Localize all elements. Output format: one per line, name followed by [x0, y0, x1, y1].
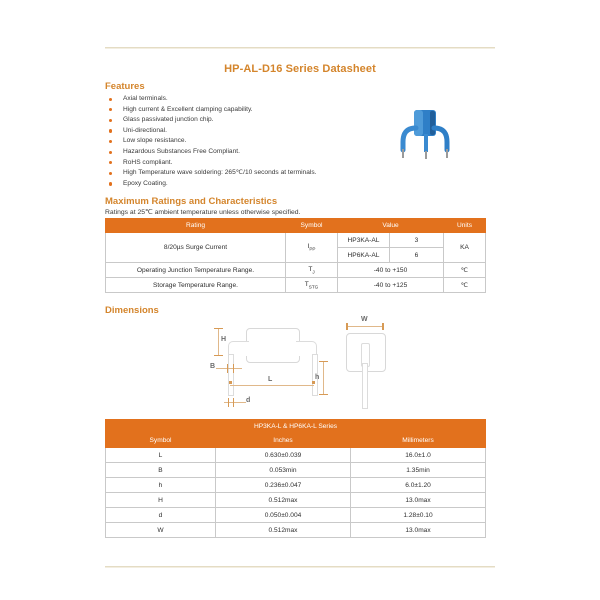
dim-line-B [216, 368, 242, 369]
symbol-subscript: PP [309, 246, 316, 252]
table-row [106, 278, 486, 293]
table-title-row [106, 420, 486, 434]
product-photo-image [380, 104, 472, 166]
table-row [106, 263, 486, 278]
list-item: Glass passivated junction chip. [105, 115, 405, 126]
dimension-inches: 0.630±0.039 [216, 448, 351, 463]
ratings-table [105, 218, 486, 293]
part-value: 3 [390, 233, 444, 248]
table-row [106, 463, 486, 478]
dim-line-W [346, 326, 384, 327]
dim-line-L [230, 385, 314, 386]
part-name: HP6KA-AL [338, 248, 390, 263]
dim-tick [228, 398, 229, 407]
dimension-symbol: B [106, 463, 216, 478]
dimension-millimeters: 6.0±1.20 [351, 478, 486, 493]
dim-tick [229, 381, 232, 384]
column-header-millimeters: Millimeters [351, 434, 486, 448]
rating-value: -40 to +150 [338, 263, 444, 278]
rating-symbol [286, 263, 338, 278]
dim-label-H: H [221, 336, 227, 343]
dim-label-B: B [210, 363, 216, 370]
dimension-symbol: H [106, 493, 216, 508]
dim-label-W: W [361, 316, 368, 323]
dimension-millimeters: 13.0max [351, 493, 486, 508]
column-header-value: Value [338, 219, 444, 233]
product-photo [380, 104, 472, 166]
dimension-inches: 0.512max [216, 493, 351, 508]
dimension-millimeters: 1.28±0.10 [351, 508, 486, 523]
list-item: High current & Excellent clamping capability. [105, 105, 405, 116]
ratings-note: Ratings at 25℃ ambient temperature unless otherwise specified. [105, 209, 301, 216]
list-item: Hazardous Substances Free Compliant. [105, 147, 405, 158]
column-header-inches: Inches [216, 434, 351, 448]
page-title: HP-AL-D16 Series Datasheet [224, 63, 376, 75]
dim-line-h [323, 361, 324, 395]
table-header-row [106, 219, 486, 233]
dimension-symbol: h [106, 478, 216, 493]
mechanical-drawing [210, 315, 400, 411]
dimension-millimeters: 1.35min [351, 463, 486, 478]
list-item: Epoxy Coating. [105, 179, 405, 190]
rating-units: KA [444, 233, 486, 263]
symbol-main: I [307, 243, 310, 251]
footer-divider [105, 566, 495, 567]
dimension-inches: 0.512max [216, 523, 351, 538]
dim-label-L: L [268, 376, 273, 383]
dimension-millimeters: 13.0max [351, 523, 486, 538]
ratings-heading: Maximum Ratings and Characteristics [105, 196, 278, 207]
dim-tick [382, 323, 384, 330]
dim-tick [214, 355, 223, 356]
table-row [106, 448, 486, 463]
rating-value: -40 to +125 [338, 278, 444, 293]
dim-tick [233, 398, 234, 407]
dim-tick [346, 323, 348, 330]
rating-name: 8/20µs Surge Current [106, 233, 286, 263]
table-row [106, 523, 486, 538]
rating-symbol [286, 233, 338, 263]
table-header-row [106, 434, 486, 448]
dimension-millimeters: 16.0±1.0 [351, 448, 486, 463]
symbol-main: T [304, 280, 309, 288]
list-item: Low slope resistance. [105, 136, 405, 147]
dimension-symbol: L [106, 448, 216, 463]
symbol-subscript: STG [308, 284, 319, 290]
column-header-symbol: Symbol [106, 434, 216, 448]
table-row [106, 478, 486, 493]
dim-label-d: d [246, 397, 251, 404]
dim-tick [312, 381, 315, 384]
drawing-lead-left-down [228, 354, 234, 396]
table-row [106, 508, 486, 523]
dimension-symbol: d [106, 508, 216, 523]
dim-line-H [218, 329, 219, 355]
column-header-rating: Rating [106, 219, 286, 233]
dimension-inches: 0.053min [216, 463, 351, 478]
dim-label-h: h [315, 374, 320, 381]
symbol-main: T [308, 265, 313, 273]
features-list [105, 94, 405, 189]
rating-units: ℃ [444, 278, 486, 293]
drawing-side-lead [362, 363, 368, 409]
dim-tick [227, 364, 228, 373]
rating-name: Storage Temperature Range. [106, 278, 286, 293]
dimensions-table-title: HP3KA-L & HP6KA-L Series [106, 420, 486, 434]
symbol-subscript: J [312, 269, 315, 275]
rating-units: ℃ [444, 263, 486, 278]
table-row [106, 233, 486, 248]
list-item: RoHS compliant. [105, 158, 405, 169]
dim-tick [233, 364, 234, 373]
dim-tick [319, 361, 328, 362]
features-heading: Features [105, 81, 145, 92]
column-header-units: Units [444, 219, 486, 233]
part-value: 6 [390, 248, 444, 263]
dimension-symbol: W [106, 523, 216, 538]
list-item: High Temperature wave soldering: 265℃/10 seconds at terminals. [105, 168, 405, 179]
column-header-symbol: Symbol [286, 219, 338, 233]
dimension-inches: 0.236±0.047 [216, 478, 351, 493]
drawing-body-front [246, 328, 300, 363]
rating-name: Operating Junction Temperature Range. [106, 263, 286, 278]
list-item: Uni-directional. [105, 126, 405, 137]
dim-tick [319, 394, 328, 395]
list-item: Axial terminals. [105, 94, 405, 105]
dimensions-heading: Dimensions [105, 305, 159, 316]
dimensions-table [105, 419, 486, 538]
dim-tick [214, 328, 223, 329]
part-name: HP3KA-AL [338, 233, 390, 248]
dimension-inches: 0.050±0.004 [216, 508, 351, 523]
rating-symbol [286, 278, 338, 293]
table-row [106, 493, 486, 508]
header-divider [105, 47, 495, 48]
